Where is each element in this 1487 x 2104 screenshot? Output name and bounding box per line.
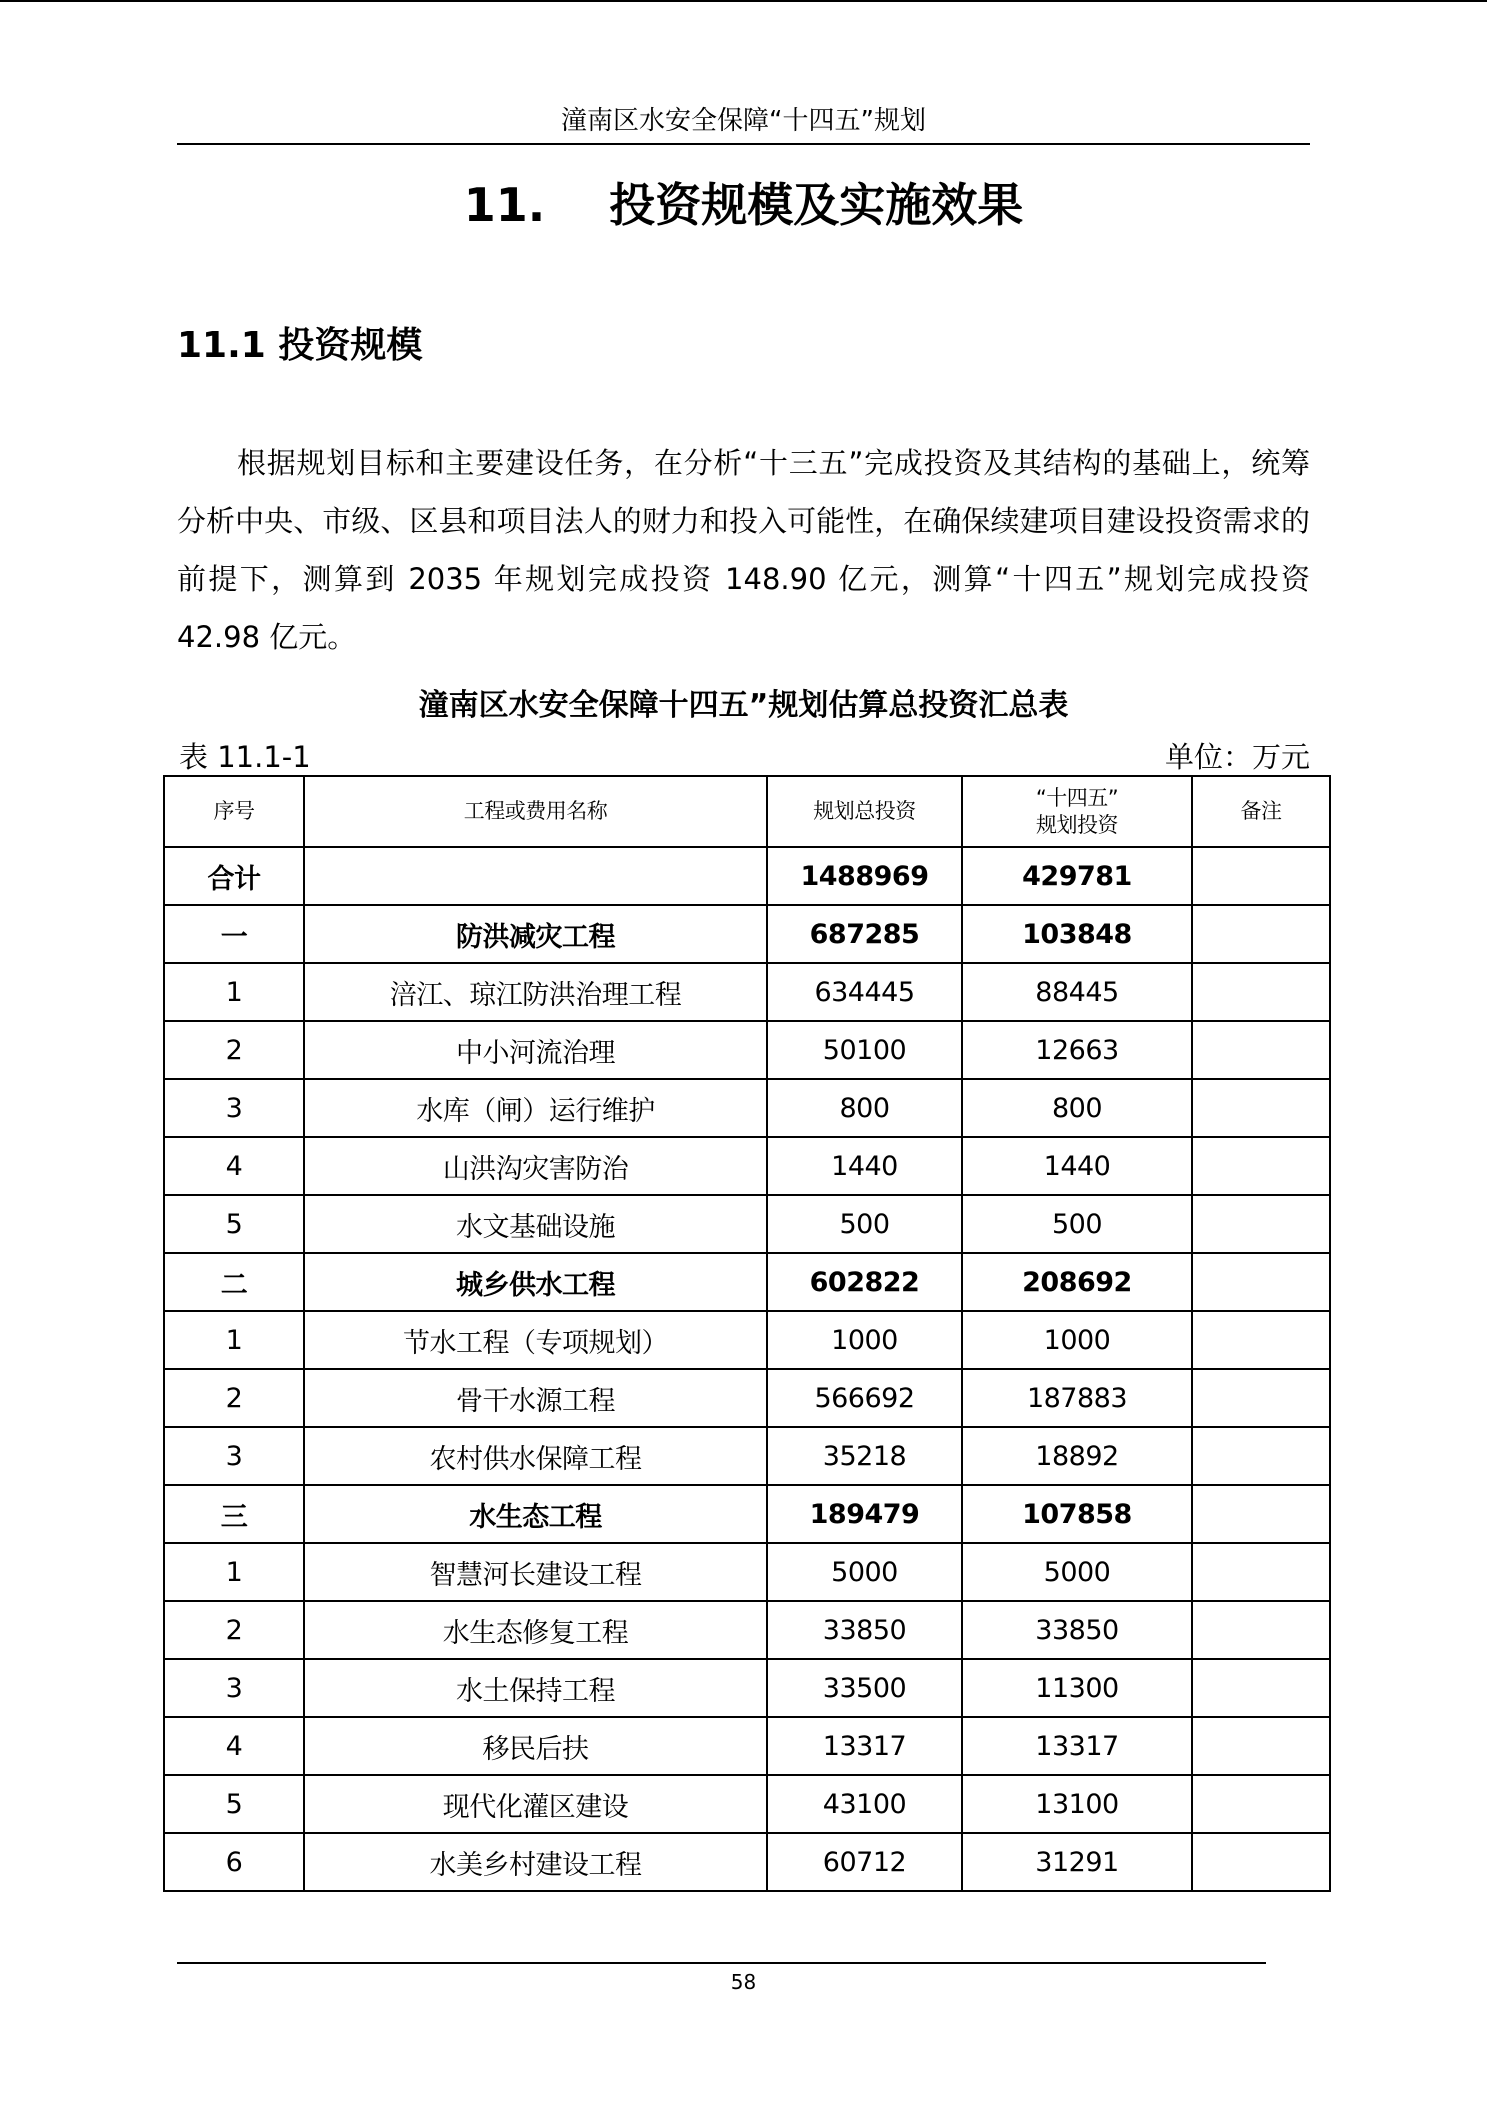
cell-remark (1192, 1021, 1330, 1079)
chapter-number: 11. (463, 178, 546, 232)
cell-name: 水库（闸）运行维护 (304, 1079, 767, 1137)
header-plan (962, 776, 1192, 847)
table-row (164, 1021, 1330, 1079)
table-row (164, 1369, 1330, 1427)
cell-remark (1192, 1659, 1330, 1717)
cell-remark (1192, 1427, 1330, 1485)
table-row (164, 963, 1330, 1021)
cell-remark (1192, 847, 1330, 905)
cell-seq: 6 (164, 1833, 304, 1891)
cell-seq: 1 (164, 963, 304, 1021)
cell-plan: 107858 (962, 1485, 1192, 1543)
cell-name: 水文基础设施 (304, 1195, 767, 1253)
cell-remark (1192, 1369, 1330, 1427)
table-row (164, 1717, 1330, 1775)
cell-remark (1192, 1833, 1330, 1891)
cell-plan: 800 (962, 1079, 1192, 1137)
cell-total: 43100 (767, 1775, 962, 1833)
table-row (164, 905, 1330, 963)
cell-remark (1192, 1137, 1330, 1195)
cell-seq: 合计 (164, 847, 304, 905)
cell-name: 现代化灌区建设 (304, 1775, 767, 1833)
cell-total: 1440 (767, 1137, 962, 1195)
table-row (164, 1833, 1330, 1891)
cell-plan: 1440 (962, 1137, 1192, 1195)
cell-plan: 13100 (962, 1775, 1192, 1833)
cell-total: 566692 (767, 1369, 962, 1427)
cell-plan: 429781 (962, 847, 1192, 905)
table-row (164, 1137, 1330, 1195)
cell-seq: 1 (164, 1311, 304, 1369)
table-row (164, 1659, 1330, 1717)
cell-seq: 5 (164, 1195, 304, 1253)
cell-total: 634445 (767, 963, 962, 1021)
cell-total: 1000 (767, 1311, 962, 1369)
cell-plan: 13317 (962, 1717, 1192, 1775)
table-header-row (164, 776, 1330, 847)
cell-total: 500 (767, 1195, 962, 1253)
cell-seq: 2 (164, 1369, 304, 1427)
cell-plan: 31291 (962, 1833, 1192, 1891)
cell-plan: 208692 (962, 1253, 1192, 1311)
cell-seq: 1 (164, 1543, 304, 1601)
table-row (164, 1485, 1330, 1543)
cell-seq: 二 (164, 1253, 304, 1311)
cell-plan: 500 (962, 1195, 1192, 1253)
cell-total: 50100 (767, 1021, 962, 1079)
cell-plan: 12663 (962, 1021, 1192, 1079)
cell-total: 800 (767, 1079, 962, 1137)
cell-seq: 4 (164, 1717, 304, 1775)
cell-seq: 3 (164, 1079, 304, 1137)
header-plan-line1: “十四五” (1035, 785, 1119, 810)
table-number: 表 11.1-1 (179, 740, 311, 774)
cell-total: 5000 (767, 1543, 962, 1601)
cell-remark (1192, 905, 1330, 963)
cell-plan: 11300 (962, 1659, 1192, 1717)
cell-remark (1192, 1717, 1330, 1775)
cell-plan: 1000 (962, 1311, 1192, 1369)
cell-plan: 187883 (962, 1369, 1192, 1427)
cell-seq: 5 (164, 1775, 304, 1833)
cell-name: 节水工程（专项规划） (304, 1311, 767, 1369)
body-paragraph: 根据规划目标和主要建设任务，在分析“十三五”完成投资及其结构的基础上，统筹分析中央、市级、区县和项目法人的财力和投入可能性，在确保续建项目建设投资需求的前提下，测算到 2035 年规划完成投资 148.90 亿元，测算“十四五”规划完成投资 42.98 亿元。 (177, 446, 1310, 654)
table-row (164, 1543, 1330, 1601)
cell-name: 城乡供水工程 (304, 1253, 767, 1311)
cell-seq: 2 (164, 1021, 304, 1079)
cell-remark (1192, 963, 1330, 1021)
cell-name: 智慧河长建设工程 (304, 1543, 767, 1601)
cell-seq: 4 (164, 1137, 304, 1195)
cell-name: 骨干水源工程 (304, 1369, 767, 1427)
cell-seq: 一 (164, 905, 304, 963)
cell-name: 涪江、琼江防洪治理工程 (304, 963, 767, 1021)
cell-name: 水美乡村建设工程 (304, 1833, 767, 1891)
cell-name: 防洪减灾工程 (304, 905, 767, 963)
cell-remark (1192, 1601, 1330, 1659)
cell-remark (1192, 1485, 1330, 1543)
cell-name: 水生态修复工程 (304, 1601, 767, 1659)
header-rule (177, 143, 1310, 145)
cell-name: 水土保持工程 (304, 1659, 767, 1717)
cell-plan: 103848 (962, 905, 1192, 963)
table-caption: 潼南区水安全保障十四五”规划估算总投资汇总表 (418, 688, 1069, 723)
cell-total: 1488969 (767, 847, 962, 905)
chapter-title-text: 投资规模及实施效果 (609, 178, 1024, 232)
cell-total: 33850 (767, 1601, 962, 1659)
cell-seq: 三 (164, 1485, 304, 1543)
footer-rule (177, 1962, 1266, 1964)
cell-remark (1192, 1543, 1330, 1601)
table-row (164, 1079, 1330, 1137)
header-seq: 序号 (164, 776, 304, 847)
cell-total: 33500 (767, 1659, 962, 1717)
table-row (164, 1195, 1330, 1253)
cell-name: 农村供水保障工程 (304, 1427, 767, 1485)
header-total: 规划总投资 (767, 776, 962, 847)
table-row (164, 1253, 1330, 1311)
cell-plan: 88445 (962, 963, 1192, 1021)
cell-total: 35218 (767, 1427, 962, 1485)
cell-name: 中小河流治理 (304, 1021, 767, 1079)
table-row (164, 847, 1330, 905)
header-remark: 备注 (1192, 776, 1330, 847)
cell-remark (1192, 1311, 1330, 1369)
header-name: 工程或费用名称 (304, 776, 767, 847)
cell-plan: 5000 (962, 1543, 1192, 1601)
cell-seq: 3 (164, 1427, 304, 1485)
cell-name: 水生态工程 (304, 1485, 767, 1543)
cell-total: 189479 (767, 1485, 962, 1543)
table-unit: 单位：万元 (1164, 740, 1310, 774)
page-number: 58 (730, 1970, 757, 1994)
cell-remark (1192, 1079, 1330, 1137)
cell-remark (1192, 1195, 1330, 1253)
cell-total: 13317 (767, 1717, 962, 1775)
cell-name (304, 847, 767, 905)
cell-total: 60712 (767, 1833, 962, 1891)
chapter-title (177, 170, 1310, 240)
cell-seq: 3 (164, 1659, 304, 1717)
table-row (164, 1775, 1330, 1833)
page-top-border (0, 0, 1487, 2)
cell-seq: 2 (164, 1601, 304, 1659)
cell-remark (1192, 1253, 1330, 1311)
cell-plan: 18892 (962, 1427, 1192, 1485)
cell-remark (1192, 1775, 1330, 1833)
table-row (164, 1427, 1330, 1485)
table-row (164, 1601, 1330, 1659)
cell-total: 602822 (767, 1253, 962, 1311)
cell-plan: 33850 (962, 1601, 1192, 1659)
running-header: 潼南区水安全保障“十四五”规划 (561, 106, 926, 136)
cell-name: 移民后扶 (304, 1717, 767, 1775)
section-title: 11.1 投资规模 (177, 325, 423, 366)
investment-summary-table (163, 775, 1331, 1892)
header-plan-line2: 规划投资 (1036, 812, 1118, 837)
table-row (164, 1311, 1330, 1369)
cell-total: 687285 (767, 905, 962, 963)
cell-name: 山洪沟灾害防治 (304, 1137, 767, 1195)
